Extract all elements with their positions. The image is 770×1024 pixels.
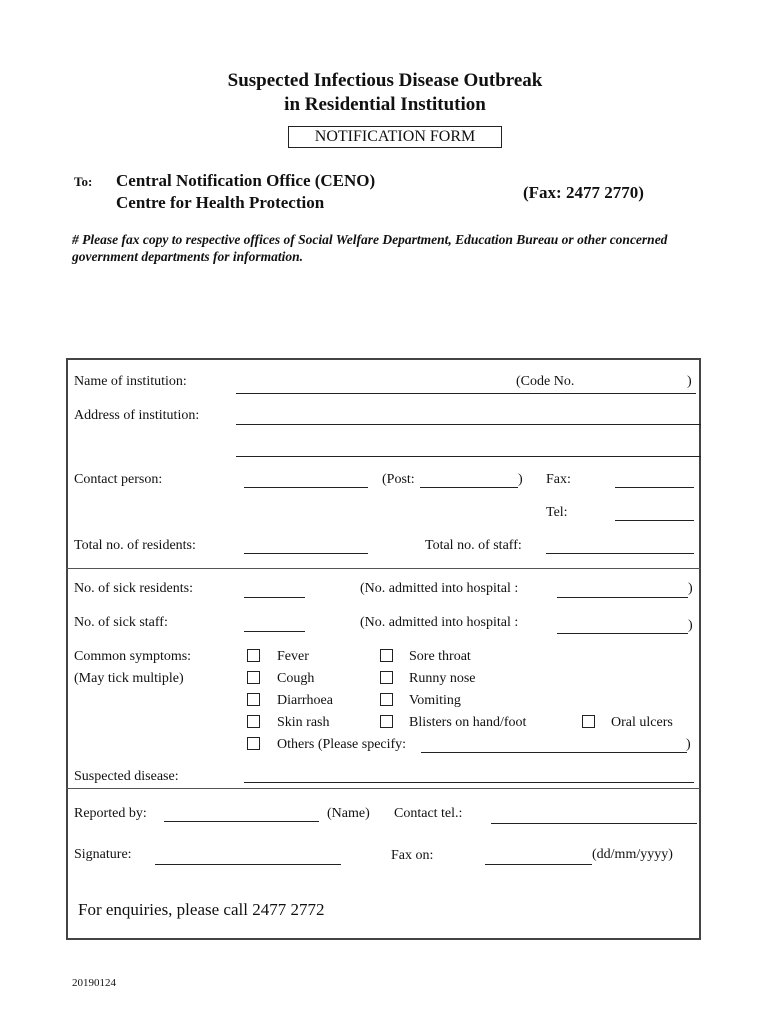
oral-ulcers-checkbox[interactable]	[582, 715, 595, 728]
total-staff-field[interactable]	[546, 553, 694, 554]
others-label: Others (Please specify:	[277, 737, 407, 752]
oral-ulcers-label: Oral ulcers	[611, 715, 673, 730]
code-no-label: (Code No.	[516, 374, 575, 389]
name-label: (Name)	[327, 806, 370, 821]
total-residents-field[interactable]	[244, 553, 368, 554]
residents-admitted-field[interactable]	[557, 597, 688, 598]
total-residents-label: Total no. of residents:	[74, 538, 196, 553]
institution-address-label: Address of institution:	[74, 408, 200, 423]
contact-person-label: Contact person:	[74, 472, 163, 487]
staff-admitted-field[interactable]	[557, 633, 688, 634]
form-type-box: NOTIFICATION FORM	[288, 126, 502, 148]
sore-throat-checkbox[interactable]	[380, 649, 393, 662]
fever-label: Fever	[277, 649, 309, 664]
contact-tel-label: Contact tel.:	[394, 806, 463, 821]
section-divider	[66, 568, 701, 569]
fax-field[interactable]	[615, 487, 694, 488]
code-no-close: )	[687, 374, 692, 389]
institution-name-label: Name of institution:	[74, 374, 187, 389]
diarrhoea-label: Diarrhoea	[277, 693, 333, 708]
fever-checkbox[interactable]	[247, 649, 260, 662]
staff-admitted-label: (No. admitted into hospital :	[360, 615, 519, 630]
skin-rash-checkbox[interactable]	[247, 715, 260, 728]
tel-label: Tel:	[546, 505, 568, 520]
form-version-code: 20190124	[72, 977, 116, 989]
sick-residents-label: No. of sick residents:	[74, 581, 193, 596]
form-title-line1: Suspected Infectious Disease Outbreak	[227, 70, 543, 91]
total-staff-label: Total no. of staff:	[425, 538, 522, 553]
to-label: To:	[74, 174, 93, 189]
suspected-disease-label: Suspected disease:	[74, 769, 179, 784]
fax-on-date-field[interactable]	[485, 864, 592, 865]
blisters-checkbox[interactable]	[380, 715, 393, 728]
recipient-office: Central Notification Office (CENO)	[116, 171, 376, 190]
section-divider	[66, 788, 701, 789]
contact-person-field[interactable]	[244, 487, 368, 488]
common-symptoms-label: Common symptoms:	[74, 649, 192, 664]
enquiries-text: For enquiries, please call 2477 2772	[78, 900, 325, 919]
address-field-line2[interactable]	[236, 456, 701, 457]
runny-nose-label: Runny nose	[409, 671, 476, 686]
fax-label: Fax:	[546, 472, 571, 487]
vomiting-label: Vomiting	[409, 693, 461, 708]
others-checkbox[interactable]	[247, 737, 260, 750]
form-title-line2: in Residential Institution	[284, 94, 486, 115]
date-format-hint: (dd/mm/yyyy)	[592, 847, 673, 862]
post-field[interactable]	[420, 487, 518, 488]
post-label: (Post:	[382, 472, 415, 487]
signature-field[interactable]	[155, 864, 341, 865]
sick-residents-field[interactable]	[244, 597, 305, 598]
fax-on-label: Fax on:	[391, 848, 434, 863]
sick-staff-field[interactable]	[244, 631, 305, 632]
post-close: )	[518, 472, 523, 487]
residents-admitted-label: (No. admitted into hospital :	[360, 581, 519, 596]
reported-by-field[interactable]	[164, 821, 319, 822]
sick-staff-label: No. of sick staff:	[74, 615, 168, 630]
others-close: )	[686, 737, 691, 752]
skin-rash-label: Skin rash	[277, 715, 330, 730]
residents-admitted-close: )	[688, 581, 693, 596]
runny-nose-checkbox[interactable]	[380, 671, 393, 684]
tel-field[interactable]	[615, 520, 694, 521]
symptoms-hint: (May tick multiple)	[74, 671, 184, 686]
cough-label: Cough	[277, 671, 315, 686]
address-field-line1[interactable]	[236, 424, 701, 425]
recipient-centre: Centre for Health Protection	[116, 193, 325, 212]
others-specify-field[interactable]	[421, 752, 687, 753]
signature-label: Signature:	[74, 847, 132, 862]
contact-tel-field[interactable]	[491, 823, 697, 824]
cough-checkbox[interactable]	[247, 671, 260, 684]
sore-throat-label: Sore throat	[409, 649, 471, 664]
reported-by-label: Reported by:	[74, 806, 147, 821]
staff-admitted-close: )	[688, 618, 693, 633]
blisters-label: Blisters on hand/foot	[409, 715, 527, 730]
fax-copy-note: # Please fax copy to respective offices of Social Welfare Department, Education Bureau or other concerned government departments for information.	[72, 232, 668, 264]
institution-name-field[interactable]	[236, 393, 696, 394]
diarrhoea-checkbox[interactable]	[247, 693, 260, 706]
recipient-fax: (Fax: 2477 2770)	[523, 183, 644, 202]
vomiting-checkbox[interactable]	[380, 693, 393, 706]
suspected-disease-field[interactable]	[244, 782, 694, 783]
